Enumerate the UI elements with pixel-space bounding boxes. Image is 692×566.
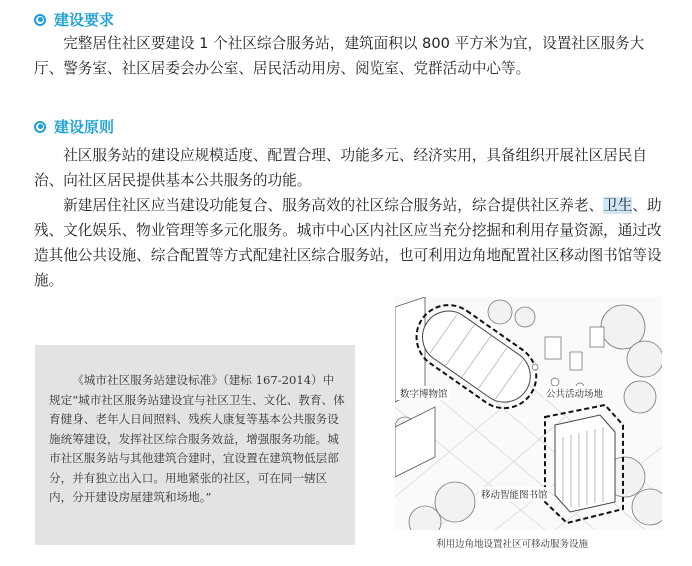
label-digital-museum: 数字博物馆 (398, 386, 450, 400)
heading-text: 建设要求 (54, 11, 115, 29)
principles-text-a: 新建居住社区应当建设功能复合、服务高效的社区综合服务站，综合提供社区养老、 (63, 197, 604, 214)
principles-paragraph-2 (34, 193, 664, 293)
illustration-caption: 利用边角地设置社区可移动服务设施 (436, 539, 589, 550)
label-mobile-library: 移动智能图书馆 (479, 487, 550, 501)
section-heading-requirements (34, 9, 114, 30)
bullet-icon (34, 14, 46, 26)
standard-quote-box (35, 345, 355, 545)
label-public-plaza: 公共活动场地 (544, 386, 605, 400)
highlighted-text: 卫生 (603, 197, 633, 214)
requirements-paragraph: 完整居住社区要建设 1 个社区综合服务站，建筑面积以 800 平方米为宜，设置社区服务大厅、警务室、社区居委会办公室、居民活动用房、阅览室、党群活动中心等。 (34, 35, 645, 77)
bullet-icon (34, 121, 46, 133)
principles-paragraph-1: 社区服务站的建设应规模适度、配置合理、功能多元、经济实用，具备组织开展社区居民自治、向社区居民提供基本公共服务的功能。 (34, 147, 647, 189)
standard-quote-text: 《城市社区服务站建设标准》（建标 167-2014）中规定“城市社区服务站建设宜与社区卫生、文化、教育、体育健身、老年人日间照料、残疾人康复等基本公共服务设施统筹建设，发挥社区综合服务效益，增强服务功能。城市社区服务站与其他建筑合建时，宜设置在建筑物低层部分，并有独立出入口。用地紧张的社区，可在同一辖区内，分开建设房屋建筑和场地。” (49, 373, 345, 504)
site-illustration (395, 297, 662, 530)
heading-text: 建设原则 (54, 118, 115, 136)
principles-text-b: 、助残、文化娱乐、物业管理等多元化服务。城市中心区内社区应当充分挖掘和利用存量资源，通过改造其他公共设施、综合配置等方式配建社区综合服务站，也可利用边角地配置社区移动图书馆等设施。 (34, 197, 662, 289)
section-heading-principles (34, 116, 114, 137)
